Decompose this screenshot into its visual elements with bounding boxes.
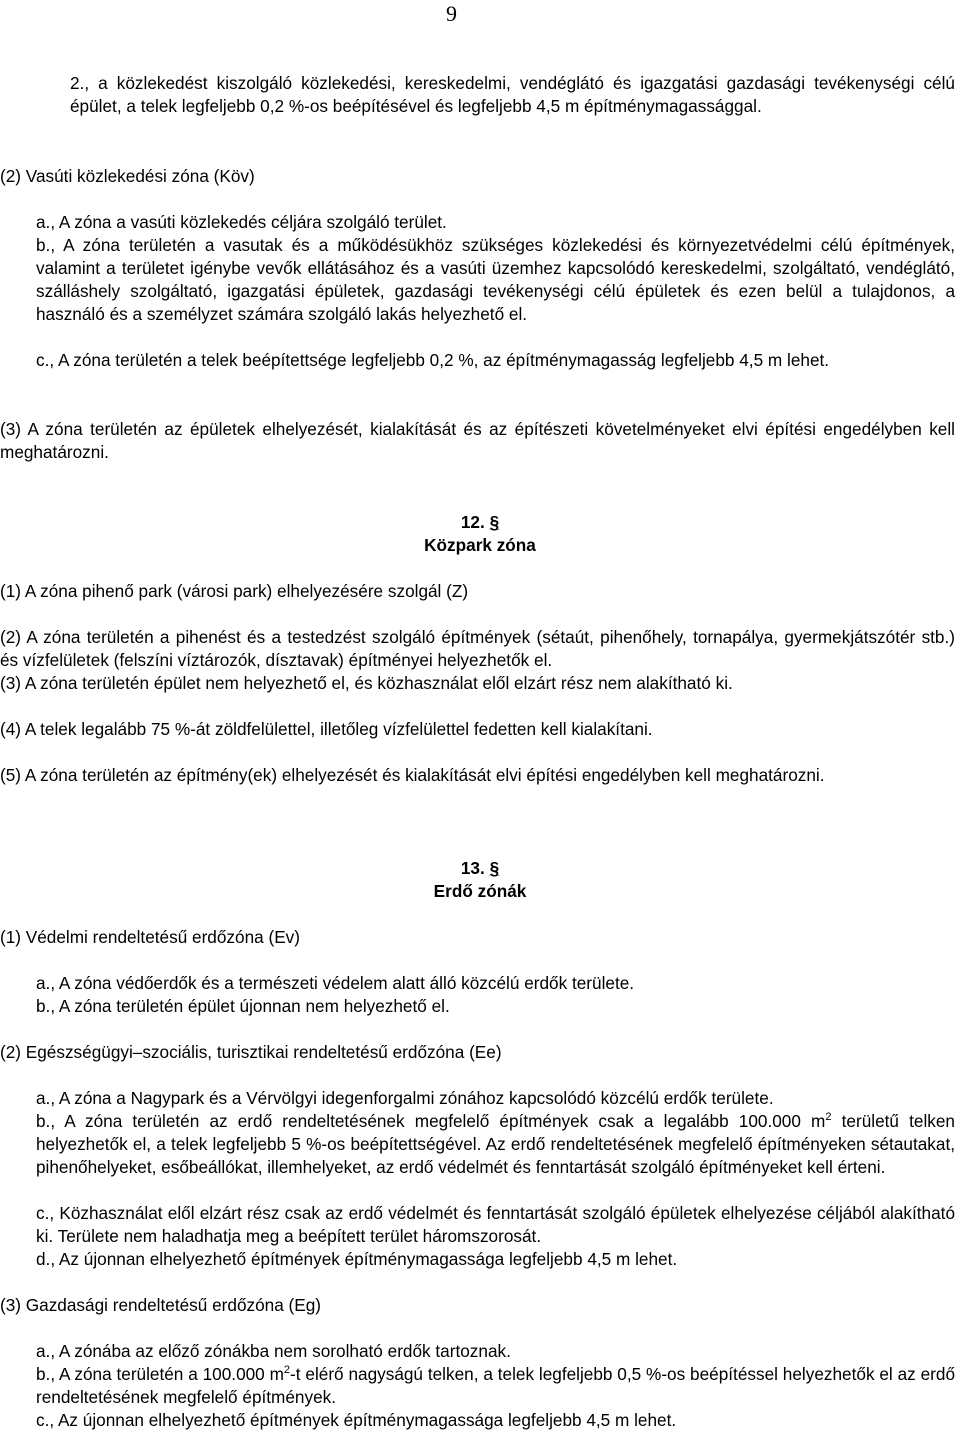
- item-13-3-b: b., A zóna területén a 100.000 $m^2-t$ elérő nagyságú telken, a telek legfeljebb 0,5 %-os beépítéssel helyezhetők el az erdő rendeltetésének megfelelő építmények.: [36, 1364, 955, 1407]
- paragraph-12-4: (4) A telek legalább 75 %-át zöldfelülettel, illetőleg vízfelülettel fedetten kell kialakítani.: [0, 719, 653, 739]
- heading-13-1: (1) Védelmi rendeltetésű erdőzóna (Ev): [0, 927, 300, 947]
- heading-13-3: (3) Gazdasági rendeltetésű erdőzóna (Eg): [0, 1295, 322, 1315]
- paragraph-12-3: (3) A zóna területén épület nem helyezhető el, és közhasználat elől elzárt rész nem alakítható ki.: [0, 673, 733, 693]
- paragraph-11-3: (3) A zóna területén az épületek elhelyezését, kialakítását és az építészeti követelményeket elvi építési engedélyben kell meghatározni.: [0, 419, 955, 462]
- item-13-3-c: c., Az újonnan elhelyezhető építmények építménymagassága legfeljebb 4,5 m lehet.: [36, 1410, 677, 1430]
- item-11-2-a: a., A zóna a vasúti közlekedés céljára szolgáló terület.: [36, 212, 447, 232]
- item-13-2-d: d., Az újonnan elhelyezhető építmények építménymagassága legfeljebb 4,5 m lehet.: [36, 1249, 678, 1269]
- item-13-3-a: a., A zónába az előző zónákba nem sorolható erdők tartoznak.: [36, 1341, 511, 1361]
- item-13-1-b: b., A zóna területén épület újonnan nem helyezhető el.: [36, 996, 450, 1016]
- heading-11-2: (2) Vasúti közlekedési zóna (Köv): [0, 166, 255, 186]
- section-13-number: 13. §: [460, 858, 500, 878]
- item-11-2-c: c., A zóna területén a telek beépítettsége legfeljebb 0,2 %, az építménymagasság legfeljebb 4,5 m lehet.: [36, 350, 830, 370]
- item-13-1-a: a., A zóna védőerdők és a természeti védelem alatt álló közcélú erdők területe.: [36, 973, 635, 993]
- paragraph-12-1: (1) A zóna pihenő park (városi park) elhelyezésére szolgál (Z): [0, 581, 469, 601]
- section-13-title: Erdő zónák: [433, 881, 527, 901]
- item-13-2-b: b., A zóna területén az erdő rendeltetésének megfelelő építmények csak a legalább 100.000 $m^2$ területű telken helyezhetők el, a telek legfeljebb 5 %-os beépítettségével. Az erdő rendeltetésének megfelelő építményeken sétautakat, pihenőhelyeket, esőbeállókat, illemhelyeket, az erdő védelmét és fenntartását szolgáló építményeket kell érteni.: [36, 1111, 955, 1177]
- paragraph-11-1-2: 2., a közlekedést kiszolgáló közlekedési, kereskedelmi, vendéglátó és igazgatási gazdasági tevékenységi célú épület, a telek legfeljebb 0,2 %-os beépítésével és legfeljebb 4,5 m építménymagassággal.: [70, 73, 955, 116]
- heading-13-2: (2) Egészségügyi–szociális, turisztikai rendeltetésű erdőzóna (Ee): [0, 1042, 502, 1062]
- item-13-2-c: c., Közhasználat elől elzárt rész csak az erdő védelmét és fenntartását szolgáló épületek elhelyezése céljából alakítható ki. Területe nem haladhatja meg a beépített terület háromszorosát.: [36, 1203, 955, 1246]
- item-11-2-b: b., A zóna területén a vasutak és a működésükhöz szükséges közlekedési és környezetvédelmi célú építmények, valamint a területet igénybe vevők ellátásához és a vasúti üzemhez kapcsolódó kereskedelmi, szolgáltató, vendéglátó, szálláshely szolgáltató, igazgatási épületek, gazdasági tevékenységi célú épületek és ezen belül a tulajdonos, a használó és a személyzet számára szolgáló lakás helyezhető el.: [36, 235, 955, 324]
- item-13-2-a: a., A zóna a Nagypark és a Vérvölgyi idegenforgalmi zónához kapcsolódó közcélú erdők területe.: [36, 1088, 774, 1108]
- paragraph-12-5: (5) A zóna területén az építmény(ek) elhelyezését és kialakítását elvi építési engedélyben kell meghatározni.: [0, 765, 825, 785]
- section-12-title: Közpark zóna: [424, 535, 536, 555]
- page-number: 9: [446, 1, 457, 26]
- section-12-number: 12. §: [460, 512, 500, 532]
- paragraph-12-2: (2) A zóna területén a pihenést és a testedzést szolgáló építmények (sétaút, pihenőhely, tornapálya, gyermekjátszótér stb.) és vízfelületek (felszíni víztározók, dísztavak) építményei helyezhetők el.: [0, 627, 955, 670]
